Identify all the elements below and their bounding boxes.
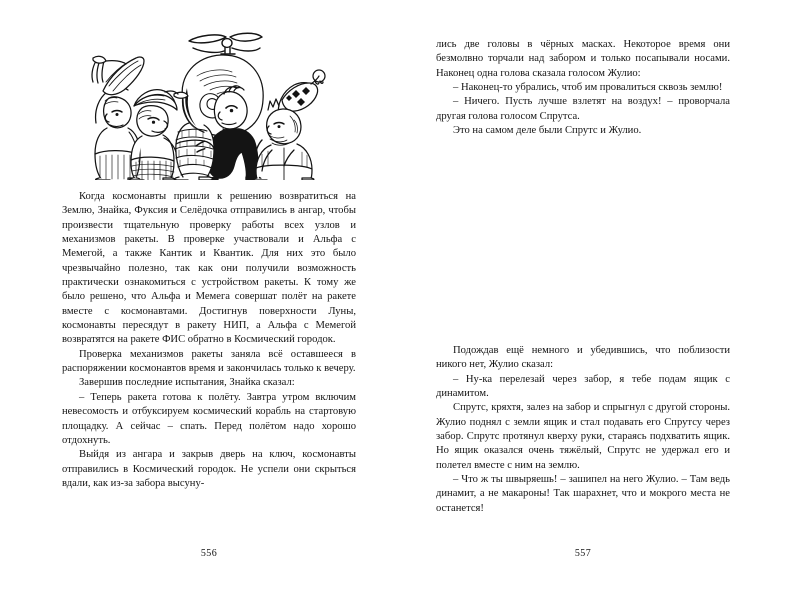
paragraph: – Ну-ка перелезай через забор, я тебе подам ящик с динамитом. xyxy=(436,373,730,400)
paragraph: – Наконец-то убрались, чтоб им провалиться сквозь землю! xyxy=(453,82,723,94)
paragraph: Выйдя из ангара и закрыв дверь на ключ, космонавты отправились в Космический городок. Не успели они скрыться вдали, как из-за забора высуну- xyxy=(62,449,356,489)
propeller-hat-crowd-illustration xyxy=(66,28,358,180)
paragraph: – Что ж ты швыряешь! – зашипел на него Жулио. – Там ведь динамит, а не макароны! Так шарахнет, что и мокрого места не останется! xyxy=(436,474,730,514)
paragraph: лись две головы в чёрных масках. Некоторое время они безмолвно торчали над забором и только посапывали носами. Наконец одна голова сказала голосом Жулио: xyxy=(436,39,730,79)
paragraph: – Ничего. Пусть лучше взлетят на воздух! – проворчала другая голова голосом Спрутса. xyxy=(436,96,730,122)
paragraph: – Теперь ракета готова к полёту. Завтра утром включим невесомость и отбуксируем космический корабль на стартовую площадку. А сейчас – спать. Перед полётом надо хорошо отдохнуть. xyxy=(62,391,356,446)
page-number-left: 556 xyxy=(200,548,218,559)
left-page-text-column xyxy=(62,190,356,491)
paragraph: Проверка механизмов ракеты заняла всё оставшееся в распоряжении космонавтов время и закончилась только к вечеру. xyxy=(62,348,356,375)
paragraph: Спрутс, кряхтя, залез на забор и спрыгнул с другой стороны. Жулио поднял с земли ящик и стал подавать его Спрутсу через забор. Спрутс протянул кверху руки, стараясь подхватить ящик. Но ящик оказался очень тяжёлый, Спрутс не удержал его и полетел вместе с ним на землю. xyxy=(436,402,730,471)
page-number-right: 557 xyxy=(574,548,592,559)
paragraph: Подождав ещё немного и убедившись, что поблизости никого нет, Жулио сказал: xyxy=(436,345,730,371)
right-page-text-column-top xyxy=(436,38,730,138)
paragraph: Когда космонавты пришли к решению возвратиться на Землю, Знайка, Фуксия и Селёдочка отправились в ангар, чтобы произвести тщательную проверку работы всех узлов и механизмов ракеты. В проверке участвовали и Альфа с Мемегой, а также Кантик и Квантик. Для них это было чрезвычайно полезно, так как они получили возможность практически ознакомиться с устройством ракеты. К тому же было решено, что Альфа и Мемега совершат полёт на ракете вместе с космонавтами. Достигнув поверхности Луны, космонавты пересядут в ракету НИП, а Альфа с Мемегой возвратятся на ракете ФИС обратно в Космический городок. xyxy=(62,191,356,346)
right-page xyxy=(394,0,787,590)
paragraph: Завершив последние испытания, Знайка сказал: xyxy=(79,377,295,389)
right-page-text-column-bottom xyxy=(436,344,730,516)
paragraph: Это на самом деле были Спрутс и Жулио. xyxy=(453,125,642,137)
